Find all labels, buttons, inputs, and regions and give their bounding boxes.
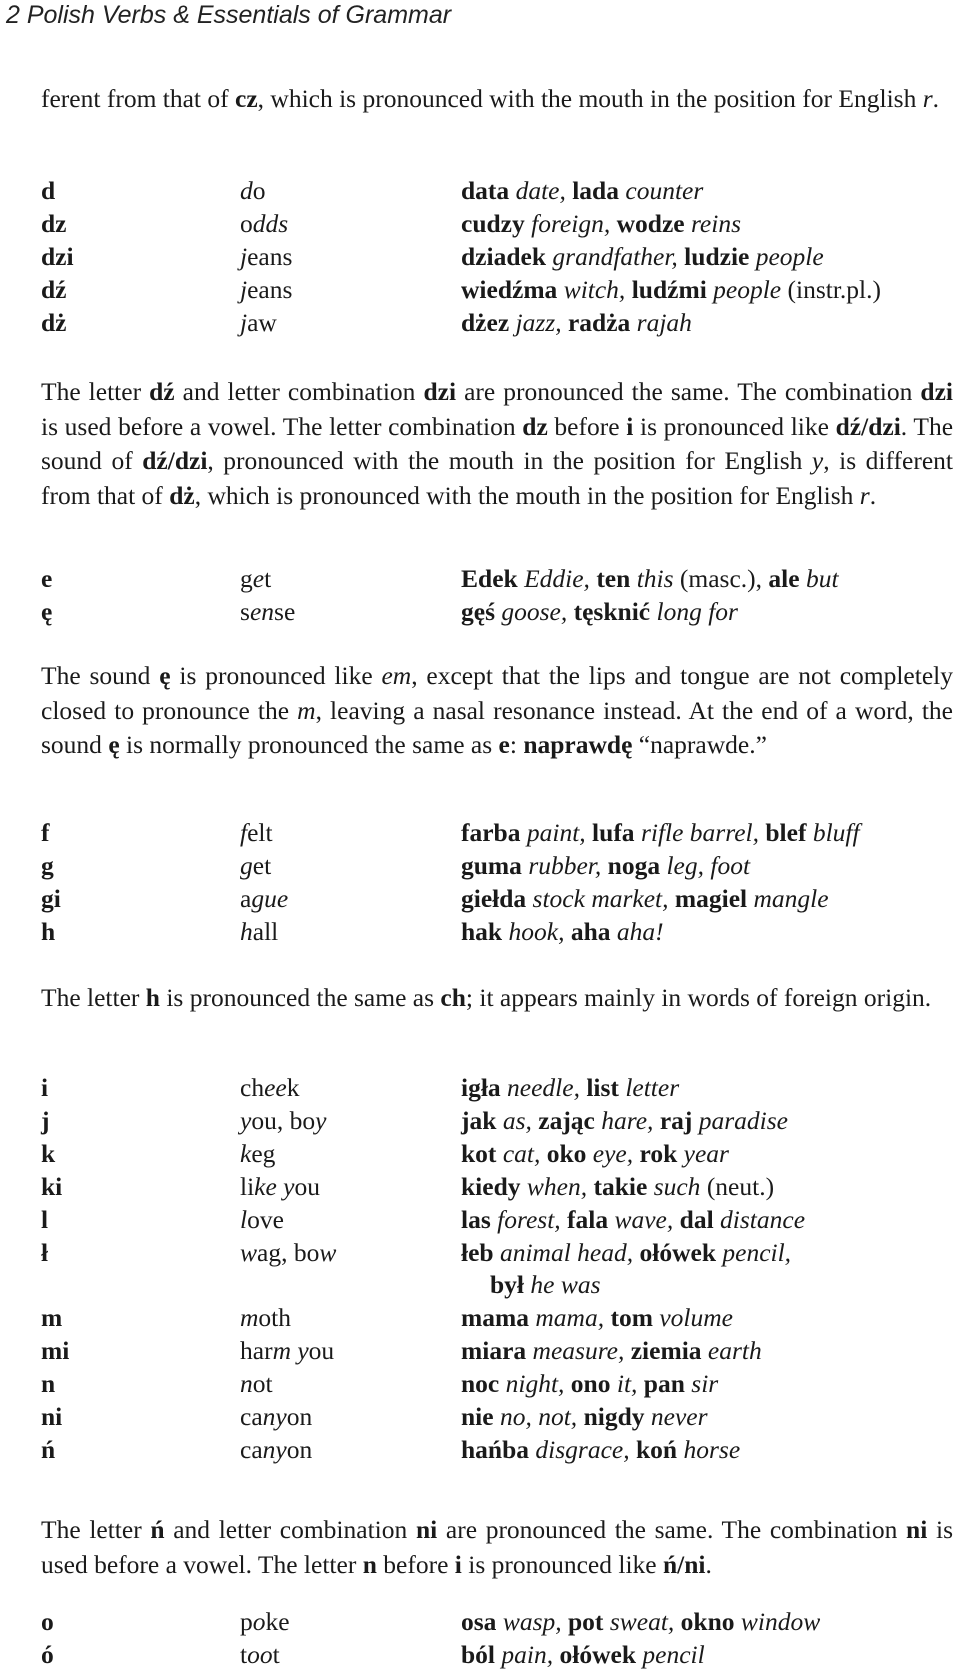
pronunciation-row — [0, 1605, 960, 1639]
polish-word-examples: kiedy when, takie such (neut.) — [461, 1172, 775, 1201]
polish-word-examples: las forest, fala wave, dal distance — [461, 1205, 806, 1234]
polish-letter: h — [41, 917, 56, 946]
english-sound-example: jeans — [240, 242, 293, 271]
english-sound-example: do — [240, 176, 266, 205]
english-sound-example: canyon — [240, 1435, 313, 1464]
polish-word-examples: osa wasp, pot sweat, okno window — [461, 1607, 821, 1636]
english-sound-example: jaw — [240, 308, 277, 337]
polish-letter: o — [41, 1607, 54, 1636]
polish-word-examples: guma rubber, noga leg, foot — [461, 851, 751, 880]
polish-word-examples: miara measure, ziemia earth — [461, 1336, 762, 1365]
english-sound-example: harm you — [240, 1336, 335, 1365]
pronunciation-row — [0, 207, 960, 241]
english-sound-example: moth — [240, 1303, 292, 1332]
pronunciation-row — [0, 1268, 960, 1302]
english-sound-example: cheek — [240, 1073, 300, 1102]
polish-word-examples: kot cat, oko eye, rok year — [461, 1139, 729, 1168]
pronunciation-row — [0, 1203, 960, 1237]
pronunciation-row — [0, 882, 960, 916]
english-sound-example: wag, bow — [240, 1238, 337, 1267]
english-sound-example: not — [240, 1369, 273, 1398]
polish-word-examples: jak as, zając hare, raj paradise — [461, 1106, 788, 1135]
polish-word-examples: ból pain, ołówek pencil — [461, 1640, 705, 1669]
pronunciation-row — [0, 306, 960, 340]
polish-letter: m — [41, 1303, 63, 1332]
polish-word-examples: łeb animal head, ołówek pencil, — [461, 1238, 792, 1267]
polish-letter: ki — [41, 1172, 63, 1201]
polish-word-examples: hak hook, aha aha! — [461, 917, 664, 946]
polish-letter: k — [41, 1139, 56, 1168]
polish-letter: dz — [41, 209, 67, 238]
english-sound-example: get — [240, 851, 272, 880]
polish-word-examples: cudzy foreign, wodze reins — [461, 209, 742, 238]
polish-letter: j — [41, 1106, 50, 1135]
pronunciation-row — [0, 1367, 960, 1401]
pronunciation-row — [0, 1071, 960, 1105]
pronunciation-row — [0, 849, 960, 883]
pronunciation-row — [0, 1638, 960, 1672]
pronunciation-row — [0, 1334, 960, 1368]
polish-word-examples: igła needle, list letter — [461, 1073, 680, 1102]
polish-letter: mi — [41, 1336, 70, 1365]
english-sound-example: you, boy — [240, 1106, 327, 1135]
pronunciation-row — [0, 1301, 960, 1335]
body-paragraph: The sound ę is pronounced like em, except that the lips and tongue are not completely closed to pronounce the m, leaving a nasal resonance instead. At the end of a word, the sound ę is normally pronounced the same as e: naprawdę “naprawde.” — [41, 661, 953, 759]
english-sound-example: get — [240, 564, 272, 593]
polish-letter: e — [41, 564, 53, 593]
polish-letter: n — [41, 1369, 56, 1398]
pronunciation-row — [0, 562, 960, 596]
polish-word-examples: mama mama, tom volume — [461, 1303, 733, 1332]
body-paragraph: The letter h is pronounced the same as ch; it appears mainly in words of foreign origin. — [41, 983, 932, 1012]
polish-letter: g — [41, 851, 54, 880]
pronunciation-row — [0, 1170, 960, 1204]
english-sound-example: felt — [240, 818, 273, 847]
english-sound-example: sense — [240, 597, 296, 626]
polish-letter: f — [41, 818, 50, 847]
english-sound-example: like you — [240, 1172, 321, 1201]
polish-word-examples: farba paint, lufa rifle barrel, blef bluff — [461, 818, 860, 847]
pronunciation-row — [0, 273, 960, 307]
english-sound-example: canyon — [240, 1402, 313, 1431]
pronunciation-row — [0, 915, 960, 949]
pronunciation-row — [0, 1104, 960, 1138]
polish-letter: ni — [41, 1402, 63, 1431]
pronunciation-row — [0, 174, 960, 208]
polish-letter: i — [41, 1073, 49, 1102]
polish-letter: ó — [41, 1640, 54, 1669]
english-sound-example: odds — [240, 209, 289, 238]
polish-word-examples: Edek Eddie, ten this (masc.), ale but — [461, 564, 839, 593]
english-sound-example: toot — [240, 1640, 280, 1669]
pronunciation-row — [0, 816, 960, 850]
polish-word-examples: dżez jazz, radża rajah — [461, 308, 692, 337]
running-header: 2 Polish Verbs & Essentials of Grammar — [6, 1, 452, 29]
polish-letter: ń — [41, 1435, 56, 1464]
pronunciation-row — [0, 1137, 960, 1171]
pronunciation-row — [0, 1236, 960, 1270]
pronunciation-row — [0, 240, 960, 274]
english-sound-example: hall — [240, 917, 279, 946]
english-sound-example: poke — [240, 1607, 290, 1636]
polish-letter: l — [41, 1205, 49, 1234]
polish-word-examples: był he was — [490, 1270, 601, 1299]
english-sound-example: love — [240, 1205, 284, 1234]
pronunciation-row — [0, 595, 960, 629]
pronunciation-row — [0, 1400, 960, 1434]
body-paragraph: The letter dź and letter combination dzi are pronounced the same. The combination dzi is used before a vowel. The letter combination dz before i is pronounced like dź/dzi. The sound of dź/dzi, pronounced with the mouth in the position for English y, is different from that of dż, which is pronounced with the mouth in the position for English r. — [41, 377, 954, 510]
polish-word-examples: giełda stock market, magiel mangle — [461, 884, 829, 913]
polish-letter: dzi — [41, 242, 74, 271]
polish-letter: ę — [41, 597, 53, 626]
polish-word-examples: dziadek grandfather, ludzie people — [461, 242, 824, 271]
polish-letter: dź — [41, 275, 67, 304]
body-paragraph: The letter ń and letter combination ni are pronounced the same. The combination ni is used before a vowel. The letter n before i is pronounced like ń/ni. — [41, 1515, 953, 1579]
polish-word-examples: data date, lada counter — [461, 176, 704, 205]
polish-letter: d — [41, 176, 56, 205]
polish-letter: gi — [41, 884, 61, 913]
pronunciation-row — [0, 1433, 960, 1467]
english-sound-example: jeans — [240, 275, 293, 304]
polish-word-examples: gęś goose, tęsknić long for — [461, 597, 738, 626]
polish-word-examples: hańba disgrace, koń horse — [461, 1435, 741, 1464]
polish-letter: dż — [41, 308, 67, 337]
polish-letter: ł — [41, 1238, 49, 1267]
body-paragraph: ferent from that of cz, which is pronounced with the mouth in the position for English r. — [41, 84, 940, 113]
polish-word-examples: nie no, not, nigdy never — [461, 1402, 708, 1431]
polish-word-examples: wiedźma witch, ludźmi people (instr.pl.) — [461, 275, 882, 304]
english-sound-example: keg — [240, 1139, 276, 1168]
polish-word-examples: noc night, ono it, pan sir — [461, 1369, 719, 1398]
english-sound-example: ague — [240, 884, 289, 913]
